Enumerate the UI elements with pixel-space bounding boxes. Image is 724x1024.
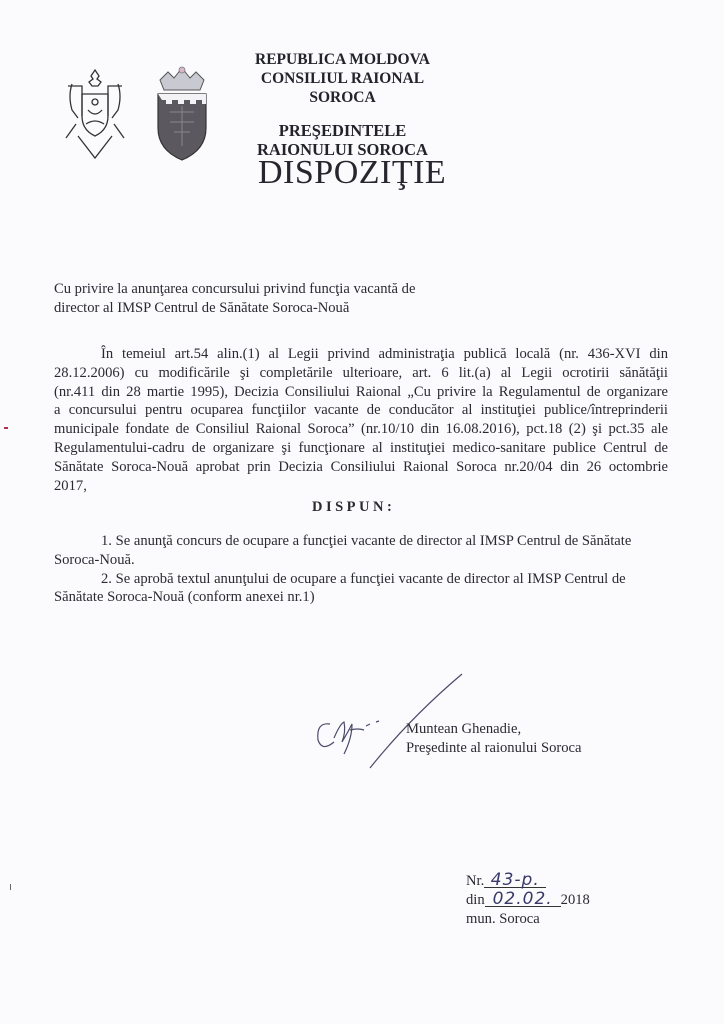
preamble-line: 2017, <box>54 477 87 494</box>
nr-value: 43-p. <box>484 873 546 888</box>
registration-block <box>466 872 626 928</box>
header-office: PREŞEDINTELE <box>278 121 407 140</box>
header-block <box>230 50 455 159</box>
place: mun. Soroca <box>466 910 540 927</box>
preamble-line: În temeiul art.54 alin.(1) al Legii privind administraţia publică locală (nr. 436-XVI din <box>101 346 668 362</box>
registration-number <box>466 872 626 891</box>
item-2-line-2: Sănătate Soroca-Nouă (conform anexei nr.1) <box>54 589 315 606</box>
date-value: 02.02. <box>485 892 561 907</box>
document-title: DISPOZIŢIE <box>258 154 447 191</box>
signatory <box>406 720 581 758</box>
header-district: RAIONULUI SOROCA <box>257 140 428 159</box>
registration-date <box>466 888 626 910</box>
item-2-line-1: 2. Se aprobă textul anunţului de ocupare a funcţiei vacante de director al IMSP Centrul de <box>101 570 626 587</box>
preamble-line: a concursului pentru ocuparea funcţiilor vacante de conducător al instituţiei publice/întreprinderii <box>54 402 668 419</box>
subject <box>54 280 454 318</box>
preamble-line: Sănătate Soroca-Nouă aprobat prin Decizia Consiliului Raional Soroca nr.20/04 din 26 octombrie <box>54 458 668 475</box>
preamble-line: municipale fondate de Consiliul Raional Soroca” (nr.10/10 din 16.08.2016), pct.18 (2) şi pct.35 ale <box>54 421 668 438</box>
subject-line-2: director al IMSP Centrul de Sănătate Soroca-Nouă <box>54 299 350 316</box>
preamble-line: 28.12.2006) cu modificările şi completările ulterioare, art. 6 lit.(a) al Legii ocrotirii sănătăţii <box>54 364 668 381</box>
items-list <box>54 532 644 607</box>
dispun-heading: DISPUN: <box>312 499 396 515</box>
preamble-line: Regulamentului-cadru de organizare şi funcţionare al instituţiei medico-sanitare publice Centrul de <box>54 439 668 456</box>
year: 2018 <box>560 891 590 908</box>
preamble-line: (nr.411 din 28 martie 1995), Decizia Consiliului Raional „Cu privire la Regulamentul de organizare <box>54 383 668 400</box>
soroca-coat-of-arms-icon <box>156 66 208 162</box>
subject-line-1: Cu privire la anunţarea concursului privind funcţia vacantă de <box>54 281 416 297</box>
din-label: din <box>466 891 485 908</box>
header-council: CONSILIUL RAIONAL SOROCA <box>260 70 425 106</box>
item-1-line-1: 1. Se anunţă concurs de ocupare a funcţiei vacante de director al IMSP Centrul de Sănătate <box>101 533 632 549</box>
scan-mark <box>10 884 11 890</box>
item-1-line-2: Soroca-Nouă. <box>54 551 135 568</box>
scan-mark <box>4 427 8 429</box>
signatory-name: Muntean Ghenadie, <box>406 721 522 737</box>
moldova-coat-of-arms-icon <box>64 66 126 162</box>
header-country: REPUBLICA MOLDOVA <box>255 51 430 68</box>
nr-label: Nr. <box>466 873 485 889</box>
signatory-role: Preşedinte al raionului Soroca <box>406 739 582 756</box>
preamble <box>54 345 668 495</box>
